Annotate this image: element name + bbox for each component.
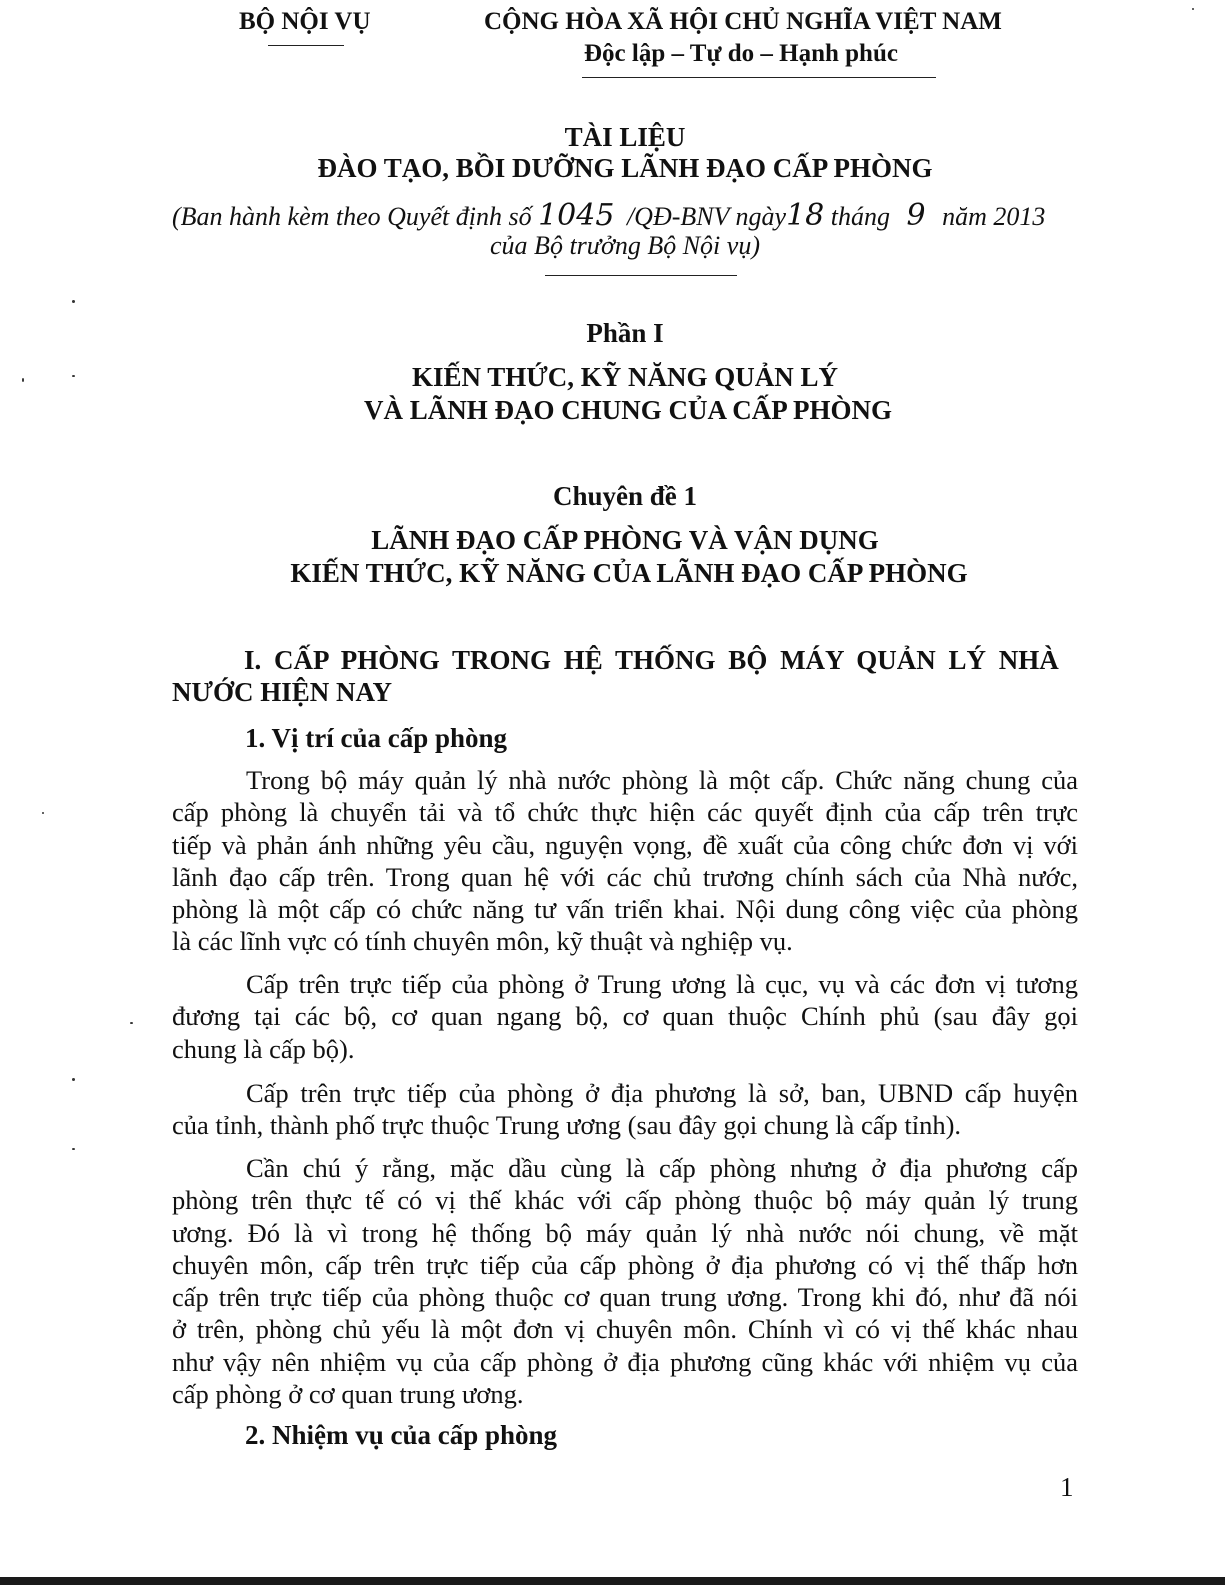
issuance-prefix: (Ban hành kèm theo Quyết định số xyxy=(172,202,532,231)
scan-speck xyxy=(72,300,75,303)
part-title-line2: VÀ LÃNH ĐẠO CHUNG CỦA CẤP PHÒNG xyxy=(363,395,892,425)
paragraph-line: tiếp và phản ánh những yêu cầu, nguyện vọng, đề xuất của công chức đơn vị với xyxy=(172,829,1078,860)
issuer-line: của Bộ trưởng Bộ Nội vụ) xyxy=(490,231,760,260)
paragraph-line: cấp phòng là chuyển tải và tổ chức thực hiện các quyết định của cấp trên trực xyxy=(172,797,1078,828)
month-label: tháng xyxy=(830,202,890,231)
subsection-1-heading: 1. Vị trí của cấp phòng xyxy=(245,723,508,753)
paragraph-line: cấp trên trực tiếp của phòng thuộc cơ quan trung ương. Trong khi đó, như đã nói xyxy=(172,1282,1078,1313)
paragraph-line: chung là cấp bộ). xyxy=(172,1033,355,1064)
paragraph-line: đương tại các bộ, cơ quan ngang bộ, cơ quan thuộc Chính phủ (sau đây gọi xyxy=(172,1001,1078,1032)
motto: Độc lập – Tự do – Hạnh phúc xyxy=(584,40,898,67)
section-heading-line1: I. CẤP PHÒNG TRONG HỆ THỐNG BỘ MÁY QUẢN LÝ NHÀ xyxy=(244,645,1059,675)
paragraph-1 xyxy=(172,764,1078,958)
section-heading-line2: NƯỚC HIỆN NAY xyxy=(172,677,393,707)
document-title: ĐÀO TẠO, BỒI DƯỠNG LÃNH ĐẠO CẤP PHÒNG xyxy=(317,153,933,183)
paragraph-line: Trong bộ máy quản lý nhà nước phòng là một cấp. Chức năng chung của xyxy=(246,765,1078,795)
paragraph-line: Cấp trên trực tiếp của phòng ở địa phương là sở, ban, UBND cấp huyện xyxy=(246,1078,1078,1108)
paragraph-line: lãnh đạo cấp trên. Trong quan hệ với các chủ trương chính sách của Nhà nước, xyxy=(172,861,1078,892)
paragraph-line: như vậy nên nhiệm vụ của cấp phòng ở địa phương cũng khác với nhiệm vụ của xyxy=(172,1346,1078,1377)
paragraph-line: Cấp trên trực tiếp của phòng ở Trung ương là cục, vụ và các đơn vị tương xyxy=(246,969,1078,999)
agency-underline xyxy=(268,45,344,46)
paragraph-4 xyxy=(172,1152,1078,1410)
decision-number-handwritten: 1045 xyxy=(538,198,615,233)
scan-speck xyxy=(130,1022,133,1024)
scan-bottom-border xyxy=(0,1577,1225,1585)
part-title-line1: KIẾN THỨC, KỸ NĂNG QUẢN LÝ xyxy=(411,362,839,392)
topic-label: Chuyên đề 1 xyxy=(552,481,698,511)
scan-speck xyxy=(42,812,44,814)
scan-speck xyxy=(1192,8,1194,10)
paragraph-2 xyxy=(172,968,1078,1065)
issuance-line xyxy=(172,198,1045,233)
year-label: năm 2013 xyxy=(942,202,1046,231)
paragraph-line: của tỉnh, thành phố trực thuộc Trung ương (sau đây gọi chung là cấp tỉnh). xyxy=(172,1110,962,1141)
topic-title-line2: KIẾN THỨC, KỸ NĂNG CỦA LÃNH ĐẠO CẤP PHÒNG xyxy=(290,558,968,588)
paragraph-line: là các lĩnh vực có tính chuyên môn, kỹ thuật và nghiệp vụ. xyxy=(172,926,793,957)
paragraph-line: chuyên môn, cấp trên trực tiếp của cấp phòng ở địa phương có vị thế thấp hơn xyxy=(172,1249,1078,1280)
paragraph-line: ở trên, phòng chủ yếu là một đơn vị chuyên môn. Chính vì có vị thế khác nhau xyxy=(172,1314,1078,1345)
republic-name: CỘNG HÒA XÃ HỘI CHỦ NGHĨA VIỆT NAM xyxy=(484,8,1002,35)
month-handwritten: 9 xyxy=(906,198,926,233)
paragraph-line: ương. Đó là vì trong hệ thống bộ máy quản lý nhà nước nói chung, về mặt xyxy=(172,1217,1078,1248)
paragraph-line: Cần chú ý rằng, mặc dầu cùng là cấp phòng nhưng ở địa phương cấp xyxy=(246,1153,1078,1183)
document-label: TÀI LIỆU xyxy=(564,122,686,152)
motto-underline xyxy=(582,77,936,78)
part-label: Phần I xyxy=(586,318,664,348)
page-number: 1 xyxy=(1060,1472,1074,1502)
paragraph-line: cấp phòng ở cơ quan trung ương. xyxy=(172,1379,524,1410)
paragraph-line: phòng là một cấp có chức năng tư vấn triển khai. Nội dung công việc của phòng xyxy=(172,894,1078,925)
scan-speck xyxy=(72,1078,75,1081)
issuance-underline xyxy=(545,275,737,276)
topic-title-line1: LÃNH ĐẠO CẤP PHÒNG VÀ VẬN DỤNG xyxy=(371,525,879,555)
paragraph-3 xyxy=(172,1077,1078,1142)
day-handwritten: 18 xyxy=(786,198,825,233)
scan-speck xyxy=(72,1148,75,1150)
agency-name: BỘ NỘI VỤ xyxy=(239,8,371,35)
subsection-2-heading: 2. Nhiệm vụ của cấp phòng xyxy=(245,1420,558,1450)
issuance-mid: /QĐ-BNV ngày xyxy=(626,202,787,231)
scan-speck xyxy=(22,378,24,382)
paragraph-line: phòng trên thực tế có vị thế khác với cấp phòng thuộc bộ máy quản lý trung xyxy=(172,1185,1078,1216)
scan-speck xyxy=(72,375,75,377)
